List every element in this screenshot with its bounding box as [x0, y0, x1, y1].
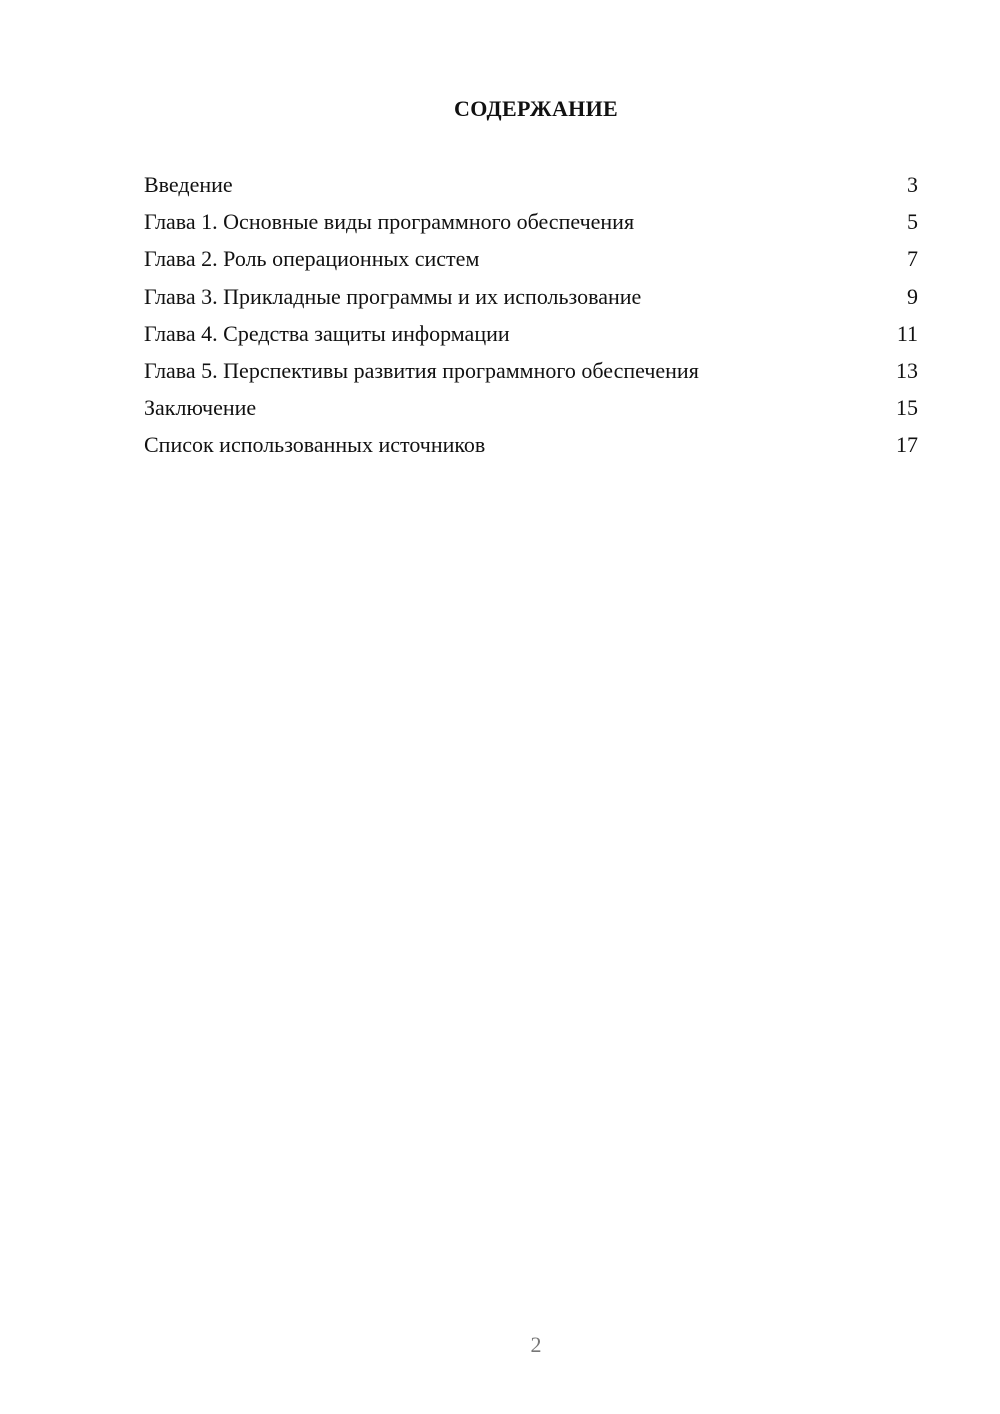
toc-entry-page: 17: [896, 432, 918, 458]
toc-entry-page: 5: [907, 209, 918, 235]
toc-entry[interactable]: [144, 391, 918, 428]
toc-entry-label: Глава 5. Перспективы развития программного обеспечения: [144, 357, 699, 383]
toc-entry-page: 3: [907, 172, 918, 197]
toc-entry-label: Глава 4. Средства защиты информации: [144, 320, 510, 346]
toc-entry[interactable]: [144, 428, 918, 465]
toc-title: СОДЕРЖАНИЕ: [454, 96, 618, 121]
toc-entry[interactable]: [144, 280, 918, 317]
toc-entry-label: Глава 3. Прикладные программы и их использование: [144, 283, 642, 309]
toc-entry-page: 13: [896, 357, 918, 383]
toc-entry-page: 7: [907, 246, 918, 272]
toc-entry[interactable]: [144, 168, 918, 205]
toc-entry-page: 11: [896, 320, 918, 346]
toc-entry-page: 9: [907, 283, 918, 309]
toc-entry-label: Глава 2. Роль операционных систем: [144, 246, 480, 272]
toc-entry-label: Список использованных источников: [144, 432, 486, 458]
toc-entry-label: Заключение: [144, 395, 257, 421]
toc-list: [144, 168, 918, 466]
toc-entry[interactable]: [144, 317, 918, 354]
toc-entry-label: Глава 1. Основные виды программного обеспечения: [144, 209, 635, 235]
toc-entry[interactable]: [144, 242, 918, 279]
toc-entry[interactable]: [144, 354, 918, 391]
toc-entry-label: Введение: [144, 172, 233, 197]
toc-entry-page: 15: [896, 395, 918, 421]
page-number: 2: [530, 1332, 542, 1357]
toc-entry[interactable]: [144, 205, 918, 242]
